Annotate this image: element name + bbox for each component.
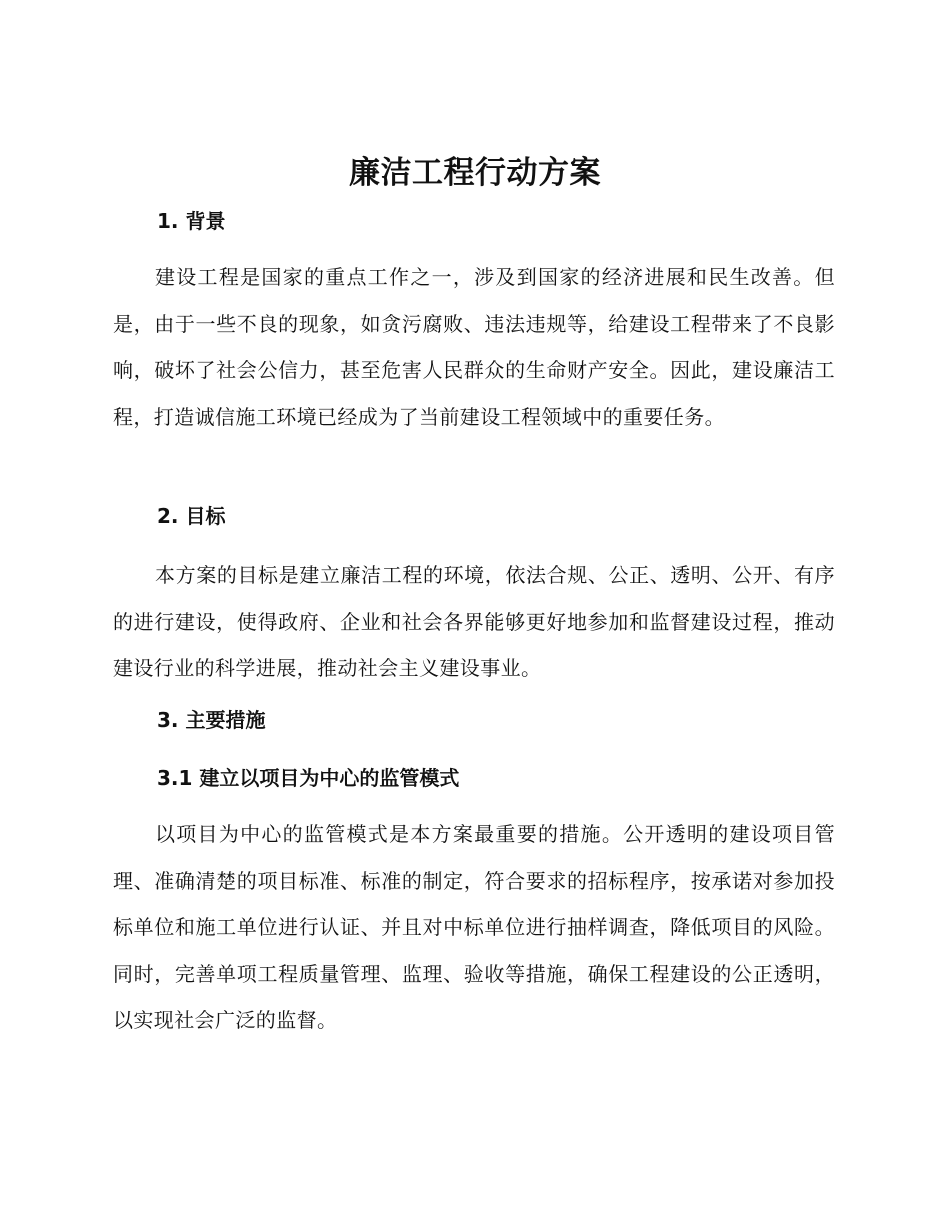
paragraph-project-supervision: 以项目为中心的监管模式是本方案最重要的措施。公开透明的建设项目管理、准确清楚的项目标准、标准的制定，符合要求的招标程序，按承诺对参加投标单位和施工单位进行认证、并且对中标单位进行抽样调查，降低项目的风险。同时，完善单项工程质量管理、监理、验收等措施，确保工程建设的公正透明，以实现社会广泛的监督。 [113, 822, 835, 1032]
paragraph-background: 建设工程是国家的重点工作之一，涉及到国家的经济进展和民生改善。但是，由于一些不良的现象，如贪污腐败、违法违规等，给建设工程带来了不良影响，破坏了社会公信力，甚至危害人民群众的生命财产安全。因此，建设廉洁工程，打造诚信施工环境已经成为了当前建设工程领域中的重要任务。 [113, 265, 835, 429]
document-title: 廉洁工程行动方案 [349, 155, 601, 191]
paragraph-goal: 本方案的目标是建立廉洁工程的环境，依法合规、公正、透明、公开、有序的进行建设，使得政府、企业和社会各界能够更好地参加和监督建设过程，推动建设行业的科学进展，推动社会主义建设事业。 [113, 563, 835, 680]
section-heading-measures: 3. 主要措施 [157, 708, 266, 732]
section-heading-background: 1. 背景 [157, 209, 226, 233]
subsection-heading-project-supervision: 3.1 建立以项目为中心的监管模式 [157, 766, 460, 790]
section-heading-goal: 2. 目标 [157, 504, 226, 528]
